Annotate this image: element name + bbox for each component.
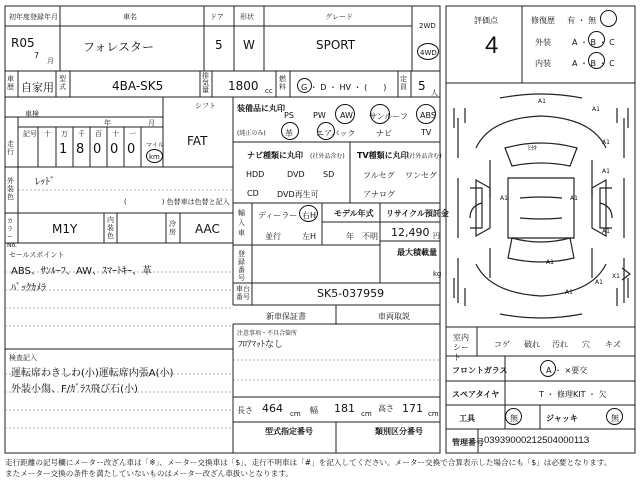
tv-fullseg: フルセグ [363, 171, 395, 180]
import-left-h: 左H [302, 232, 317, 241]
length-cm: cm [290, 410, 301, 418]
selling-point-line: ABS、ｻﾝﾙｰﾌ、AW、ｽﾏｰﾄｷｰ、革 [11, 266, 153, 277]
front-glass-options: A ・ ×要交 [546, 366, 588, 375]
seat-hole: 穴 [582, 340, 590, 349]
displacement-label: 排気量 [202, 72, 209, 94]
notes-value: ﾌﾛｱﾏｯﾄなし [238, 340, 284, 350]
width-label: 幅 [310, 406, 318, 415]
interior-color-label: 内装色 [107, 216, 114, 240]
front-glass-label: フロントガラス [452, 366, 508, 375]
car-name-value: フォレスター [83, 40, 155, 54]
mileage-digit: 0 [127, 142, 136, 157]
inspector-notes-label: 検査記入 [9, 354, 37, 362]
recycle-label: リサイクル預託金 [386, 209, 449, 218]
door-value: 5 [215, 38, 223, 52]
equip-tv: TV [421, 128, 432, 137]
footer-note-1: 走行距離の記号欄にメーター改ざん車は「※」、メーター交換車は「$」、走行不明車は「#」を記入してください。メーター交換で合算表示した場合にも「$」は必要となります。 [5, 458, 612, 467]
width-value: 181 [334, 402, 355, 415]
equip-aw-circle [335, 104, 355, 124]
damage-label-a1: A1 [592, 106, 600, 113]
equipment-label: 装備品に丸印 [237, 104, 285, 113]
equip-aw: AW [340, 111, 353, 120]
equip-sunroof-circle [370, 104, 390, 124]
digit-header: 十 [44, 130, 51, 138]
chassis-label: 車台番号 [236, 285, 250, 301]
model-year-value: 年 不明 [346, 232, 378, 241]
width-cm: cm [361, 410, 372, 418]
displacement-value: 1800 [228, 79, 259, 93]
color-label: 外装色 [7, 177, 14, 201]
class-number-label: 類別区分番号 [375, 427, 423, 436]
shift-value: FAT [187, 134, 208, 148]
reg-year-label: 初年度登録年月 [9, 13, 58, 21]
equip-sunroof: サンルーフ [369, 112, 408, 121]
car-damage-diagram [450, 88, 632, 324]
model-value: 4BA-SK5 [112, 79, 164, 93]
equip-leather-circle [281, 122, 299, 140]
warranty-label: 新車保証書 [266, 312, 306, 321]
damage-label-a1: A1 [602, 168, 610, 175]
model-year-label: モデル年式 [334, 209, 374, 218]
interior-b-circle [588, 52, 605, 69]
score-value: 4 [485, 32, 499, 59]
repair-label: 修復歴 [531, 16, 555, 25]
seat-label: 室内シート [453, 333, 469, 362]
cc-unit: cc [265, 87, 273, 95]
spare-tire-label: スペアタイヤ [452, 390, 500, 399]
equip-ps: PS [284, 111, 294, 120]
tools-label: 工具 [459, 414, 475, 423]
equip-navi: ナビ [376, 129, 392, 138]
import-parallel: 並行 [265, 232, 281, 241]
type-number-label: 型式指定番号 [265, 427, 313, 436]
damage-label-a1: A1 [595, 279, 603, 286]
fuel-label: 燃料 [279, 75, 286, 91]
jack-none-circle [606, 408, 623, 425]
nav-sd: SD [323, 170, 335, 179]
tv-note: (社外品含む) [407, 153, 442, 160]
usage-value: 自家用 [21, 81, 54, 94]
shape-value: W [243, 38, 255, 52]
fuel-g-circle [297, 78, 312, 93]
car-name-label: 車名 [123, 13, 137, 21]
year-unit: 年 [104, 119, 111, 127]
damage-label-a1: A1 [565, 289, 573, 296]
recycle-value: 12,490 [391, 226, 430, 239]
mileage-digits [38, 141, 141, 159]
grade-value: SPORT [316, 38, 356, 52]
nav-cd: CD [247, 189, 259, 198]
inspector-note-line: 運転席わきしわ(小)運転席内張A(小) [11, 368, 174, 379]
month-unit: 月 [148, 119, 155, 127]
equip-airbag-circle [317, 122, 335, 140]
max-load-label: 最大積載量 [397, 248, 437, 257]
right-h-circle [299, 205, 318, 222]
capacity-value: 5 [418, 79, 426, 93]
digit-header: 万 [61, 130, 68, 138]
tv-title: TV種類に丸印 [357, 151, 409, 160]
import-right-h: 右H [302, 211, 317, 220]
color-code-value: M1Y [52, 222, 78, 236]
color-code-label: カラーNo. [7, 218, 17, 249]
inspector-note-line: 外装小傷、F/ｶﾞﾗｽ飛び石(小) [11, 384, 138, 395]
digit-headers [38, 128, 141, 137]
nav-hdd: HDD [246, 170, 265, 179]
ac-value: AAC [195, 222, 220, 236]
score-label: 評価点 [474, 16, 498, 25]
height-cm: cm [428, 410, 439, 418]
nav-title: ナビ種類に丸印 [247, 151, 303, 160]
seat-tear: 破れ [524, 340, 540, 349]
tools-none-circle [505, 408, 522, 425]
mileage-digit: 0 [93, 142, 102, 157]
equip-leather: 革 [285, 129, 293, 138]
import-label: 輸入車 [238, 209, 245, 237]
exterior-b-circle [588, 31, 605, 48]
mileage-digit: 8 [76, 142, 85, 157]
exterior-options: A ・ B ・ C [572, 38, 615, 47]
door-label: ドア [210, 13, 224, 21]
digit-header: 百 [95, 130, 102, 138]
mileage-digit: 1 [59, 142, 68, 157]
ac-label: 冷房 [169, 220, 176, 236]
shift-label: シフト [195, 102, 216, 110]
month-label: 月 [47, 57, 54, 65]
mile-label: マイル [146, 142, 164, 149]
reg-year-value: R05 [11, 36, 35, 50]
selling-point-line: ﾊﾞｯｸｶﾒﾗ [11, 283, 46, 294]
mileage-digit: 0 [110, 142, 119, 157]
grade-label: グレード [325, 13, 353, 21]
digit-header: 十 [112, 130, 119, 138]
tools-value: 無 [510, 414, 518, 423]
usage-label: 車歴 [7, 75, 14, 91]
tv-oneseg: ワンセグ [405, 171, 437, 180]
tv-analog: アナログ [363, 190, 395, 199]
interior-label: 内装 [535, 59, 551, 68]
drive-2wd: 2WD [419, 22, 436, 30]
damage-label-a1: A1 [546, 259, 554, 266]
nav-note: (社外品含む) [310, 153, 345, 160]
seat-burn: コゲ [494, 340, 510, 349]
mileage-label: 走行 [7, 140, 14, 156]
damage-label-a1: A1 [570, 195, 578, 202]
control-number-value: 0393900021250400011З [484, 435, 590, 446]
jack-label: ジャッキ [546, 414, 578, 423]
damage-label-a1: A1 [602, 139, 610, 146]
manual-label: 車両取説 [378, 312, 410, 321]
record-label: 記号 [23, 130, 37, 138]
notes-label: 注意事項・不具合箇所 [237, 330, 298, 337]
equip-abs: ABS [420, 111, 436, 120]
damage-label-a1: A1 [538, 98, 546, 105]
control-number-label: 管理番号 [452, 438, 484, 447]
inspection-label: 車検 [25, 110, 39, 118]
nav-dvd: DVD [287, 170, 305, 179]
repair-options: 有 ・ 無 [567, 16, 597, 25]
damage-label-a1: A1 [602, 228, 610, 235]
exterior-label: 外装 [535, 38, 551, 47]
jack-value: 無 [611, 414, 619, 423]
equipment-sublabel: (純正のみ) [237, 130, 266, 137]
digit-header: 一 [129, 130, 136, 138]
max-load-kg: kg [433, 270, 442, 278]
equip-airbag: エアバック [316, 129, 356, 138]
model-label: 型式 [59, 75, 66, 91]
equip-abs-circle [416, 104, 436, 124]
damage-label-chip: ﾋｾｷ [528, 145, 538, 152]
reg-month-value: 7 [34, 51, 40, 60]
nav-dvd-play: DVD再生可 [277, 190, 319, 199]
front-glass-a-circle [540, 360, 556, 377]
repair-none-circle [600, 10, 617, 27]
capacity-label: 定員 [400, 75, 407, 91]
damage-label-a1: A1 [500, 195, 508, 202]
color-value: ﾚｯﾄﾞ [35, 177, 55, 188]
fuel-value: G ・ D ・ HV ・ ( ) [301, 83, 387, 92]
equip-pw: PW [313, 111, 326, 120]
chassis-value: SK5-037959 [317, 287, 385, 300]
km-label: km [149, 153, 160, 161]
seat-scratch: キズ [605, 340, 621, 349]
shape-label: 形状 [240, 13, 254, 21]
drive-4wd-circle [417, 43, 439, 60]
length-label: 長さ [237, 406, 253, 415]
selling-points-label: セールスポイント [9, 251, 65, 259]
digit-header: 千 [78, 130, 85, 138]
height-label: 高さ [378, 404, 394, 413]
km-circle [146, 149, 163, 163]
height-value: 171 [402, 402, 423, 415]
person-unit: 人 [431, 89, 438, 97]
recycle-yen: 円 [433, 232, 440, 240]
damage-label-x1: X1 [612, 273, 620, 280]
spare-tire-options: T ・ 修理KIT ・ 欠 [539, 390, 607, 399]
footer-note-2: またメーター交換の条件を満たしていないものはメーター改ざん車扱いとなります。 [5, 469, 293, 478]
length-value: 464 [262, 402, 283, 415]
seat-stain: 汚れ [552, 340, 568, 349]
color-note: ( ) 色替車は色替と記入 [124, 198, 230, 206]
drive-4wd: 4WD [420, 49, 437, 57]
plate-label: 登録番号 [238, 250, 245, 282]
interior-options: A ・ B ・ C [572, 59, 615, 68]
import-dealer: ディーラー [258, 211, 298, 220]
